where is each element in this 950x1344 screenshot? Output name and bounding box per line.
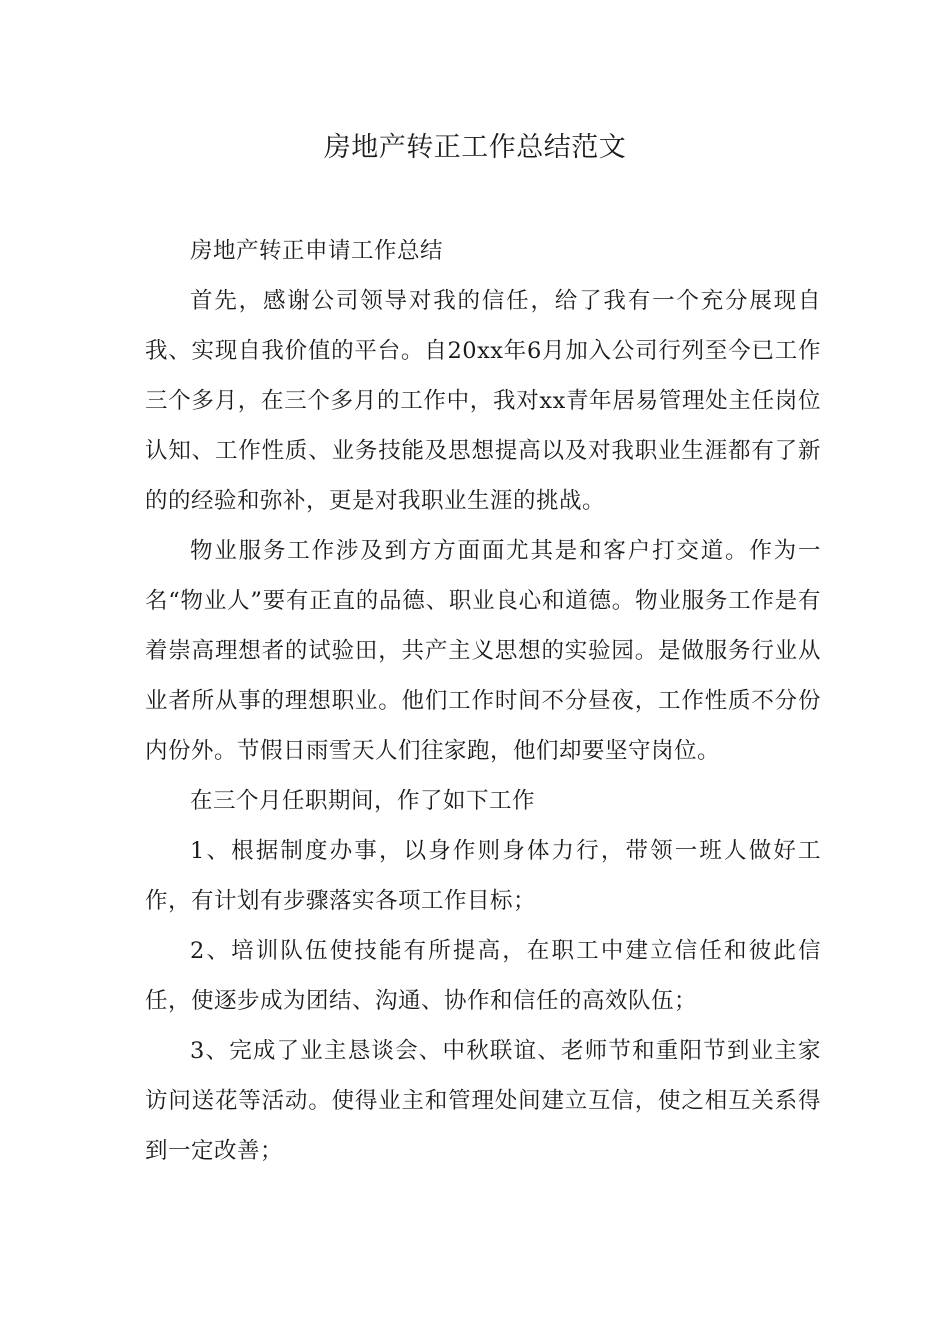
document-body <box>145 226 821 1176</box>
paragraph-property-service: 物业服务工作涉及到方方面面尤其是和客户打交道。作为一名“物业人”要有正直的品德、职业良心和道德。物业服务工作是有着崇高理想者的试验田，共产主义思想的实验园。是做服务行业从业者所从事的理想职业。他们工作时间不分昼夜，工作性质不分份内份外。节假日雨雪天人们往家跑，他们却要坚守岗位。 <box>145 538 821 764</box>
paragraph-intro: 首先，感谢公司领导对我的信任，给了我有一个充分展现自我、实现自我价值的平台。自20xx年6月加入公司行列至今已工作三个多月，在三个多月的工作中，我对xx青年居易管理处主任岗位认知、工作性质、业务技能及思想提高以及对我职业生涯都有了新的的经验和弥补，更是对我职业生涯的挑战。 <box>145 288 821 514</box>
paragraph-subtitle: 房地产转正申请工作总结 <box>190 238 444 264</box>
paragraph-item-1: 1、根据制度办事，以身作则身体力行，带领一班人做好工作，有计划有步骤落实各项工作目标； <box>145 838 821 914</box>
paragraph-work-heading: 在三个月任职期间，作了如下工作 <box>190 788 536 814</box>
page-title: 房地产转正工作总结范文 <box>323 132 627 163</box>
paragraph-item-3: 3、完成了业主恳谈会、中秋联谊、老师节和重阳节到业主家访问送花等活动。使得业主和管理处间建立互信，使之相互关系得到一定改善； <box>145 1038 821 1164</box>
paragraph-item-2: 2、培训队伍使技能有所提高，在职工中建立信任和彼此信任，使逐步成为团结、沟通、协作和信任的高效队伍； <box>145 938 821 1014</box>
